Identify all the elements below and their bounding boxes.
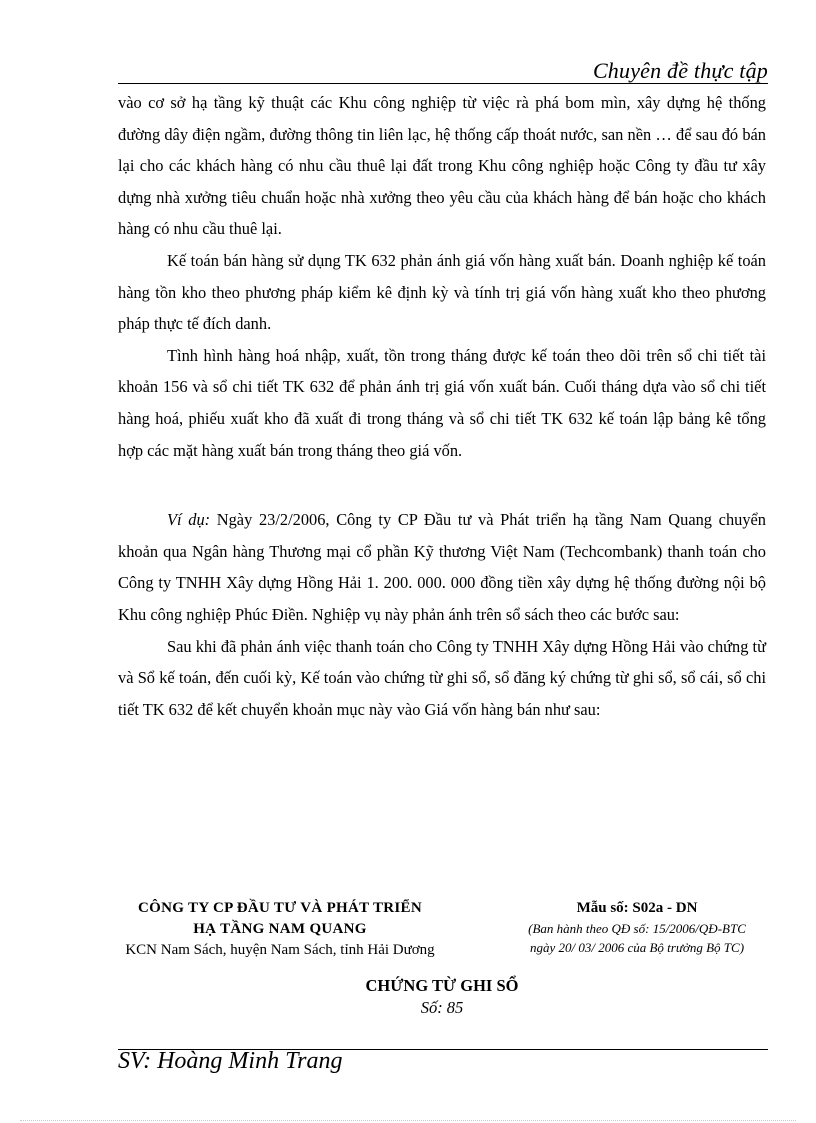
page-header-title: Chuyên đề thực tập xyxy=(592,58,768,83)
paragraph-4-example xyxy=(118,504,766,630)
document-body xyxy=(118,87,766,725)
paragraph-gap xyxy=(118,466,766,504)
form-note-line-1: (Ban hành theo QĐ số: 15/2006/QĐ-BTC xyxy=(528,921,746,936)
paragraph-1: vào cơ sở hạ tầng kỹ thuật các Khu công nghiệp từ việc rà phá bom mìn, xây dựng hệ thống đường dây điện ngầm, đường thông tin liên lạc, hệ thống cấp thoát nước, san nền … để sau đó bán lại cho các khách hàng có nhu cầu thuê lại đất trong Khu công nghiệp hoặc Công ty đầu tư xây dựng nhà xưởng tiêu chuẩn hoặc nhà xưởng theo yêu cầu của khách hàng để bán hoặc cho khách hàng có nhu cầu thuê lại. xyxy=(118,93,766,239)
footer-student-name: SV: Hoàng Minh Trang xyxy=(118,1048,343,1074)
voucher-title: CHỨNG TỪ GHI SỔ xyxy=(365,976,519,995)
voucher-form-header xyxy=(80,898,780,978)
voucher-number: Số: 85 xyxy=(420,998,464,1017)
paragraph-3: Tình hình hàng hoá nhập, xuất, tồn trong tháng được kế toán theo dõi trên sổ chi tiết tài khoản 156 và sổ chi tiết TK 632 để phản ánh trị giá vốn xuất bán. Cuối tháng dựa vào sổ chi tiết hàng hoá, phiếu xuất kho đã xuất đi trong tháng và sổ chi tiết TK 632 kế toán lập bảng kê tổng hợp các mặt hàng xuất bán trong tháng theo giá vốn. xyxy=(118,345,766,460)
form-note-line-2: ngày 20/ 03/ 2006 của Bộ trưởng Bộ TC) xyxy=(529,940,745,955)
header-divider xyxy=(118,83,768,84)
example-text: Ngày 23/2/2006, Công ty CP Đầu tư và Phát triển hạ tầng Nam Quang chuyển khoản qua Ngân hàng Thương mại cổ phần Kỹ thương Việt Nam (Techcombank) thanh toán cho Công ty TNHH Xây dựng Hồng Hải 1. 200. 000. 000 đồng tiền xây dựng hệ thống đường nội bộ Khu công nghiệp Phúc Điền. Nghiệp vụ này phản ánh trên sổ sách theo các bước sau: xyxy=(118,510,766,624)
company-block xyxy=(80,898,480,961)
form-code-block xyxy=(492,898,782,957)
company-address: KCN Nam Sách, huyện Nam Sách, tỉnh Hải Dương xyxy=(125,942,435,958)
paragraph-2: Kế toán bán hàng sử dụng TK 632 phản ánh giá vốn hàng xuất bán. Doanh nghiệp kế toán hàng tồn kho theo phương pháp kiểm kê định kỳ và tính trị giá vốn hàng xuất kho theo phương pháp thực tế đích danh. xyxy=(118,250,766,334)
paragraph-5: Sau khi đã phản ánh việc thanh toán cho Công ty TNHH Xây dựng Hồng Hải vào chứng từ và Sổ kế toán, đến cuối kỳ, Kế toán vào chứng từ ghi sổ, sổ đăng ký chứng từ ghi sổ, sổ cái, sổ chi tiết TK 632 để kết chuyển khoản mục này vào Giá vốn hàng bán như sau: xyxy=(118,636,766,719)
company-name-line-2: HẠ TẦNG NAM QUANG xyxy=(193,921,367,937)
form-code: Mẫu số: S02a - DN xyxy=(576,900,698,916)
example-label: Ví dụ: xyxy=(167,510,211,530)
page-bottom-edge xyxy=(20,1120,796,1121)
company-name-line-1: CÔNG TY CP ĐẦU TƯ VÀ PHÁT TRIỂN xyxy=(138,900,422,916)
